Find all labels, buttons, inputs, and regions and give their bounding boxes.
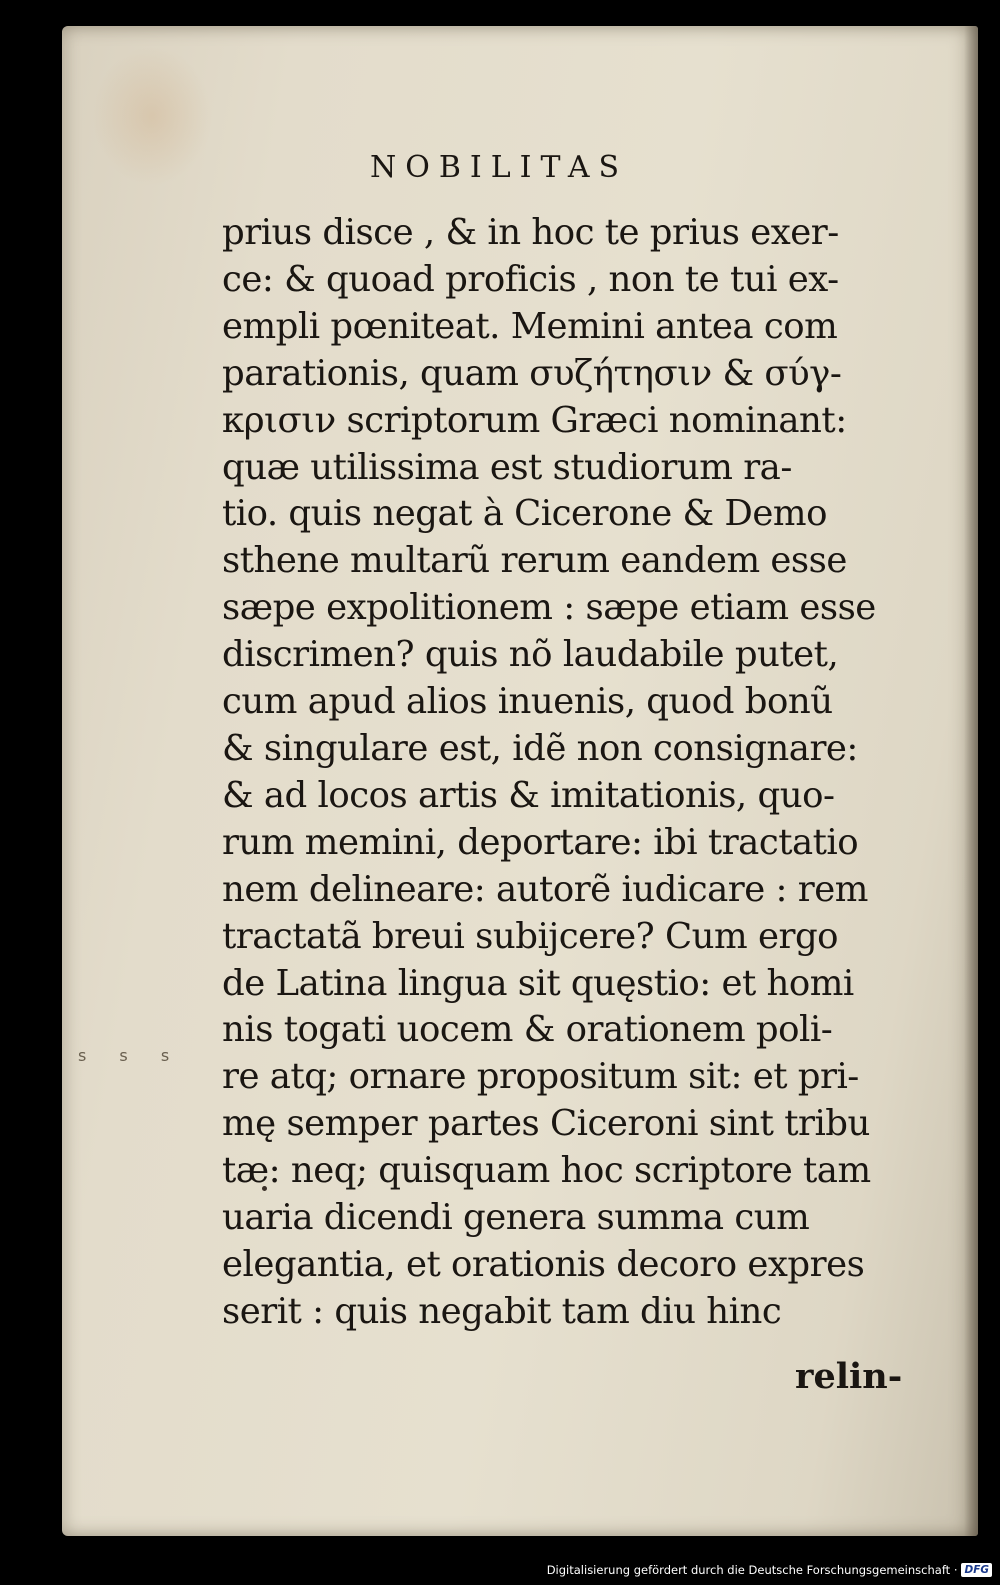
text-line: elegantia, et orationis decoro expres <box>222 1243 865 1285</box>
text-line: re atq; ornare propositum sit: et pri- <box>222 1056 859 1098</box>
text-line: uaria dicendi genera summa cum <box>222 1197 810 1239</box>
catchword: relin- <box>795 1356 903 1397</box>
running-header: NOBILITAS <box>370 150 629 185</box>
text-line: cum apud alios inuenis, quod bonũ <box>222 681 833 723</box>
text-line: & ad locos artis & imitationis, quo- <box>222 774 835 816</box>
text-line: κρισιν scriptorum Græci nominant: <box>222 399 847 441</box>
text-line: discrimen? quis nõ laudabile putet, <box>222 634 839 676</box>
text-line: ce: & quoad proficis , non te tui ex- <box>222 258 839 300</box>
text-line: nis togati uocem & orationem poli- <box>222 1009 833 1051</box>
text-line: sthene multarũ rerum eandem esse <box>222 540 847 582</box>
text-line: rum memini, deportare: ibi tractatio <box>222 821 859 863</box>
text-line: sæpe expolitionem : sæpe etiam esse <box>222 587 876 629</box>
credit-text: Digitalisierung gefördert durch die Deutsche Forschungsgemeinschaft · <box>546 1563 958 1577</box>
text-line: tractatã breui subijcere? Cum ergo <box>222 915 839 957</box>
text-line: parationis, quam συζήτησιν & σύγ- <box>222 352 842 394</box>
text-line: tæ: neq; quisquam hoc scriptore tam <box>222 1150 871 1192</box>
text-line: prius disce , & in hoc te prius exer- <box>222 212 839 253</box>
page-edge-shadow <box>964 26 978 1536</box>
text-line: tio. quis negat à Cicerone & Demo <box>222 493 827 535</box>
text-line: quæ utilissima est studiorum ra- <box>222 446 792 488</box>
text-line: & singulare est, idẽ non consignare: <box>222 727 858 769</box>
page-stain <box>92 46 212 186</box>
body-text <box>222 210 922 1336</box>
text-line: empli pœniteat. Memini antea com <box>222 305 838 347</box>
text-line: nem delineare: autorẽ iudicare : rem <box>222 868 868 910</box>
digitization-credit <box>547 1559 992 1581</box>
text-line: de Latina lingua sit quęstio: et homi <box>222 962 854 1004</box>
text-line: serit : quis negabit tam diu hinc <box>222 1290 782 1332</box>
dfg-logo: DFG <box>961 1563 992 1577</box>
text-line: mę semper partes Ciceroni sint tribu <box>222 1103 870 1145</box>
margin-marks: s s s <box>78 1046 184 1065</box>
